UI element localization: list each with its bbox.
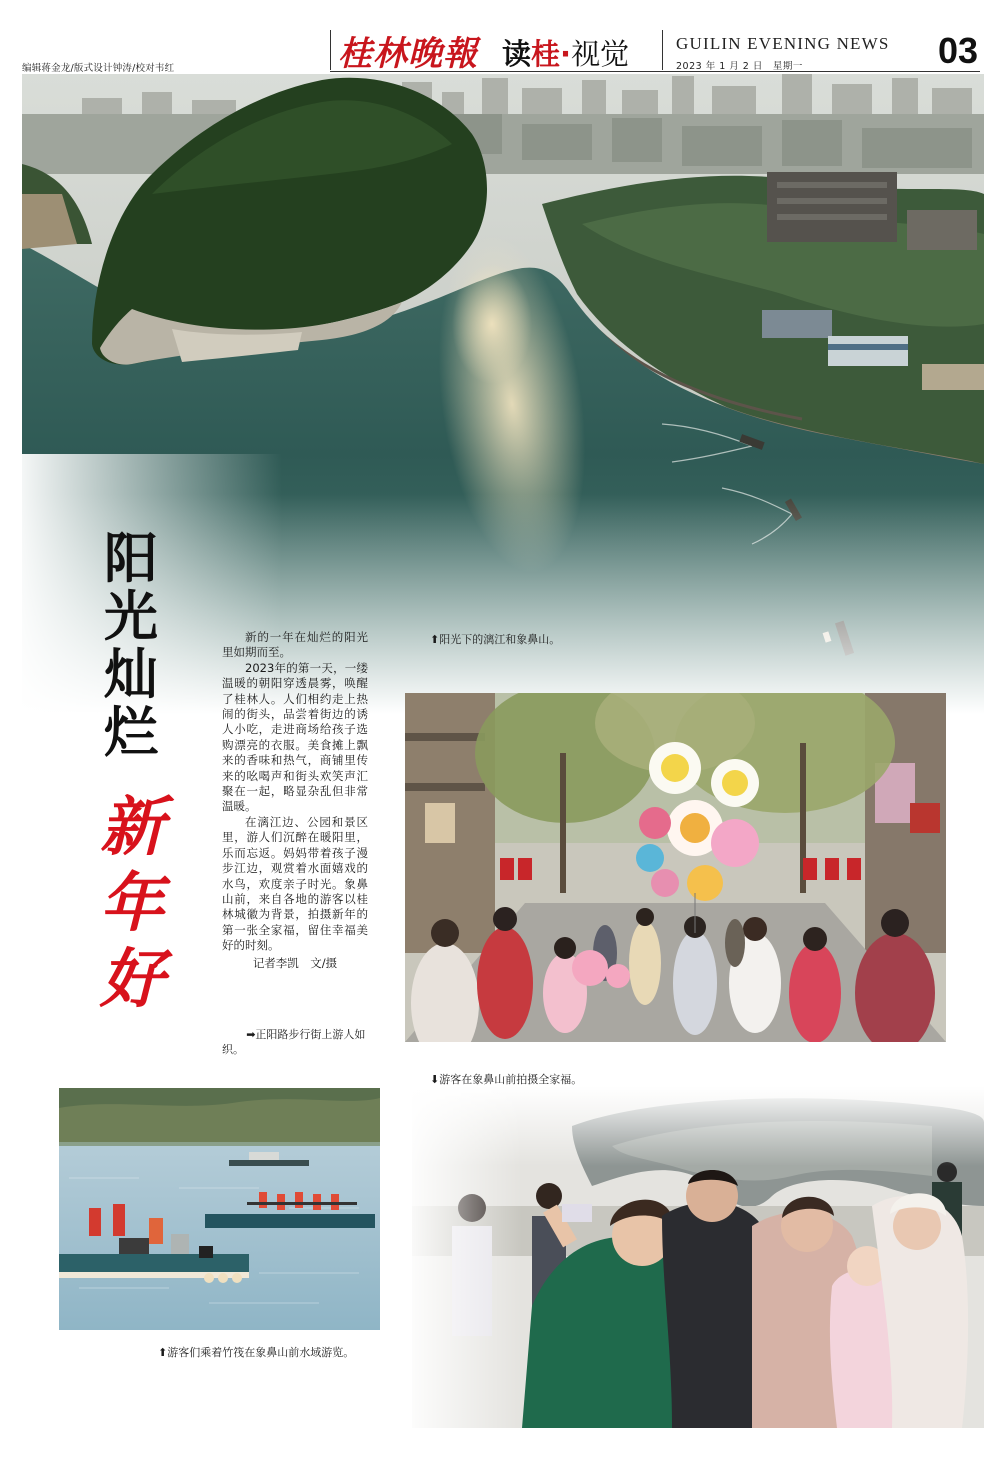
caption-family: ⬇游客在象鼻山前拍摄全家福。 xyxy=(430,1073,583,1086)
column-name xyxy=(502,32,629,73)
photo-pedestrian-street xyxy=(405,693,946,1042)
photo-family-selfie xyxy=(412,1086,984,1428)
dateline: 2023 年 1 月 2 日 星期一 xyxy=(676,61,803,72)
editor-credits: 编辑蒋金龙/版式设计钟涛/校对韦红 xyxy=(22,63,175,74)
article-paragraph: 在漓江边、公园和景区里，游人们沉醉在暖阳里，乐而忘返。妈妈带着孩子漫步江边，观赏着水面嬉戏的水鸟，欢度亲子时光。象鼻山前，来自各地的游客以桂林城徽为背景，拍摄新年的第一张全家福，留住幸福美好的时刻。 xyxy=(222,814,368,953)
hero-photo-li-river xyxy=(22,74,984,714)
column-name-part: 桂 xyxy=(531,37,561,71)
caption-rafts: ⬆游客们乘着竹筏在象鼻山前水域游览。 xyxy=(158,1346,355,1359)
article-body xyxy=(222,630,368,971)
column-name-part: 视觉 xyxy=(571,37,630,71)
photo-bamboo-rafts xyxy=(59,1088,380,1330)
article-paragraph: 新的一年在灿烂的阳光里如期而至。 xyxy=(222,630,368,660)
byline: 记者李凯 文/摄 xyxy=(252,955,338,970)
column-name-dot: · xyxy=(560,37,572,71)
masthead-logo: 桂林晚報 xyxy=(338,34,478,74)
column-name-part: 读 xyxy=(502,37,532,71)
header-divider xyxy=(662,30,663,70)
caption-street: ➡正阳路步行街上游人如织。 xyxy=(222,1028,366,1056)
page-number: 03 xyxy=(938,30,979,71)
header-divider xyxy=(330,30,331,70)
headline-line-2: 新年好 xyxy=(100,790,164,1017)
article-paragraph: 2023年的第一天，一缕温暖的朝阳穿透晨雾，唤醒了桂林人。人们相约走上热闹的街头，品尝着街边的诱人小吃，走进商场给孩子选购漂亮的衣服。美食摊上飘来的香味和热气，商铺里传来的吆喝声和街头欢笑声汇聚在一起，略显杂乱但非常温暖。 xyxy=(222,660,368,814)
english-name: GUILIN EVENING NEWS xyxy=(676,34,890,53)
caption-hero: ⬆阳光下的漓江和象鼻山。 xyxy=(430,633,561,646)
headline-line-1: 阳光灿烂 xyxy=(104,527,158,764)
